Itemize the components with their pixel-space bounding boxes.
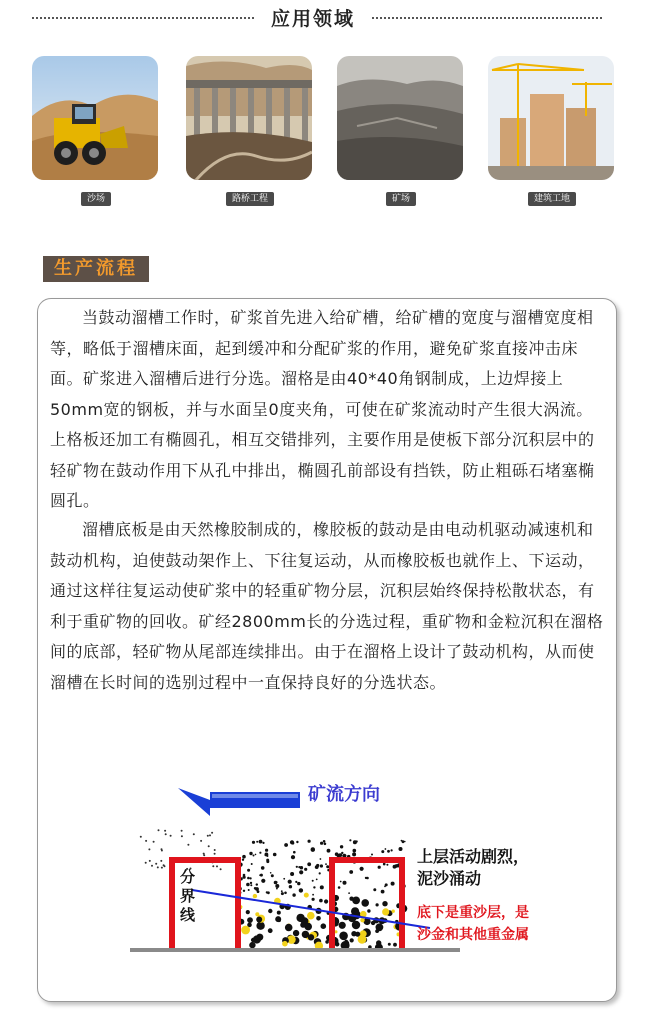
lower-layer-label-1: 底下是重沙层，是	[417, 905, 529, 921]
sediment-particle	[384, 886, 386, 888]
sediment-particle	[211, 832, 213, 834]
app-card-bridge[interactable]	[186, 56, 314, 206]
sediment-particle	[161, 848, 163, 850]
sediment-particle	[320, 864, 323, 867]
sediment-particle	[320, 858, 322, 860]
sediment-particle	[296, 841, 298, 843]
sediment-particle	[151, 865, 153, 867]
sediment-particle	[241, 926, 250, 935]
sediment-particle	[254, 887, 257, 890]
sediment-particle	[268, 909, 272, 913]
production-process-label	[43, 256, 149, 282]
sediment-particle	[358, 935, 367, 944]
sediment-particle	[382, 901, 387, 906]
upper-layer-label-2: 泥沙涌动	[417, 869, 482, 888]
production-process-title: 生产流程	[54, 258, 138, 279]
sediment-particle	[261, 879, 265, 883]
sediment-particle	[300, 922, 306, 928]
sediment-particle	[393, 943, 397, 947]
sediment-particle	[256, 841, 258, 843]
sediment-particle	[304, 893, 309, 898]
sediment-particle	[349, 897, 353, 901]
sediment-particle	[284, 892, 287, 895]
sediment-particle	[270, 872, 272, 874]
sediment-particle	[360, 918, 364, 922]
sediment-particle	[212, 865, 214, 867]
sediment-particle	[181, 830, 183, 832]
sediment-particle	[243, 876, 246, 879]
sediment-particle	[376, 923, 384, 931]
section-header	[0, 0, 656, 36]
sediment-particle	[259, 840, 263, 844]
sediment-particle	[266, 859, 269, 862]
sediment-particle	[281, 892, 284, 895]
sediment-particle	[320, 885, 324, 889]
sediment-particle	[381, 890, 385, 894]
sediment-particle	[214, 849, 216, 851]
section-title: 应用领域	[270, 8, 355, 30]
sediment-particle	[153, 841, 155, 843]
sediment-particle	[378, 866, 381, 869]
sediment-particle	[402, 840, 405, 843]
sediment-particle	[327, 849, 331, 853]
sediment-particle	[247, 869, 250, 872]
app-label-quarry: 矿场	[386, 192, 416, 206]
sediment-particle	[350, 938, 354, 942]
sediment-particle	[273, 853, 277, 857]
sediment-particle	[208, 845, 210, 847]
sediment-particle	[164, 830, 166, 832]
sediment-particle	[319, 899, 323, 903]
sediment-particle	[295, 881, 297, 883]
sediment-particle	[145, 840, 147, 842]
sediment-particle	[348, 892, 350, 894]
paragraph-rubber-floor: 溜槽底板是由天然橡胶制成的，橡胶板的鼓动是由电动机驱动减速机和鼓动机构，迫使鼓动架作上、下往复运动，从而橡胶板也就作上、下运动，通过这样往复运动使矿浆中的轻重矿物分层，沉积层始终保持松散状态，有利于重矿物的回收。矿经2800mm长的分选过程，重矿物和金粒沉积在溜格间的底部，轻矿物从尾部连续排出。由于在溜格上设计了鼓动机构，从而使溜槽在长时间的选别过程中一直保持良好的分选状态。	[50, 520, 604, 692]
sediment-particle	[207, 835, 209, 837]
app-card-quarry[interactable]	[337, 56, 465, 206]
sediment-particle	[148, 848, 150, 850]
sediment-particle	[300, 866, 303, 869]
sediment-particle	[371, 854, 373, 856]
sediment-particle	[340, 845, 343, 848]
sediment-particle	[262, 842, 264, 844]
sediment-particle	[308, 840, 311, 843]
sediment-particle	[260, 874, 263, 877]
sediment-particle	[140, 836, 142, 838]
sediment-particle	[289, 885, 292, 888]
sediment-particle	[356, 911, 359, 914]
sediment-particle	[281, 890, 283, 892]
sediment-particle	[145, 862, 147, 864]
sediment-particle	[339, 922, 346, 929]
sediment-particle	[373, 888, 376, 891]
quarry-mine-photo	[337, 56, 463, 180]
bridge-construction-photo	[186, 56, 312, 180]
sediment-particle	[158, 829, 160, 831]
sediment-particle	[338, 886, 341, 889]
sediment-particle	[288, 880, 292, 884]
sediment-particle	[285, 924, 293, 932]
app-card-construction[interactable]	[488, 56, 616, 206]
sediment-particle	[296, 866, 298, 868]
construction-site-crane-photo	[488, 56, 614, 180]
sediment-particle	[391, 849, 393, 851]
sediment-particle	[267, 891, 270, 894]
sediment-particle	[321, 923, 327, 929]
sediment-particle	[200, 840, 202, 842]
sediment-particle	[250, 882, 252, 884]
sediment-particle	[393, 865, 397, 869]
sediment-particle	[271, 874, 274, 877]
sediment-particle	[343, 881, 347, 885]
sediment-particle	[242, 855, 246, 859]
sediment-particle	[383, 863, 386, 866]
sediment-particle	[291, 855, 295, 859]
sediment-particle	[312, 880, 314, 882]
sediment-particle	[193, 833, 195, 835]
app-label-bridge: 路桥工程	[226, 192, 274, 206]
app-label-sand: 沙场	[81, 192, 111, 206]
sediment-particle	[293, 851, 296, 854]
sediment-particle	[388, 943, 391, 946]
sediment-particle	[275, 916, 281, 922]
sediment-particle	[249, 852, 252, 855]
sediment-particle	[367, 909, 370, 912]
sediment-particle	[187, 844, 189, 846]
sediment-particle	[268, 928, 273, 933]
sediment-particle	[164, 865, 166, 867]
sediment-particle	[311, 847, 315, 851]
sediment-particle	[209, 834, 211, 836]
sediment-particle	[319, 872, 321, 874]
sediment-particle	[385, 848, 387, 850]
sediment-particle	[265, 854, 267, 856]
sediment-particle	[307, 862, 311, 866]
sediment-particle	[387, 850, 390, 853]
sediment-particle	[344, 940, 348, 944]
sediment-particle	[316, 916, 321, 921]
sediment-particle	[293, 930, 299, 936]
sediment-particle	[246, 883, 250, 887]
sediment-particle	[265, 849, 268, 852]
header-divider-left	[32, 17, 254, 19]
sediment-particle	[382, 908, 389, 915]
sediment-particle	[283, 878, 285, 880]
sediment-particle	[349, 870, 353, 874]
sediment-particle	[340, 881, 342, 883]
sediment-particle	[256, 917, 262, 923]
diagram-graphics	[100, 780, 570, 980]
sediment-particle	[381, 850, 384, 853]
sluice-floor	[130, 948, 460, 952]
sediment-particle	[275, 884, 279, 888]
sediment-particle	[353, 849, 357, 853]
sediment-particle	[315, 865, 319, 869]
application-gallery	[0, 56, 656, 216]
header-divider-right	[372, 17, 602, 19]
sluice-layer-diagram	[100, 780, 570, 980]
sediment-particle	[149, 860, 151, 862]
app-card-sand[interactable]	[32, 56, 160, 206]
sediment-particle	[376, 940, 381, 945]
sediment-particle	[365, 877, 367, 879]
sediment-particle	[320, 842, 323, 845]
wheel-loader-sand-photo	[32, 56, 158, 180]
sediment-particle	[247, 917, 253, 923]
sediment-particle	[313, 886, 315, 888]
sediment-particle	[160, 860, 162, 862]
sediment-particle	[299, 888, 303, 892]
lower-layer-label-2: 沙金和其他重金属	[417, 927, 529, 943]
sediment-particle	[324, 843, 327, 846]
sediment-particle	[251, 863, 253, 865]
sediment-particle	[399, 847, 403, 851]
sediment-particle	[339, 932, 348, 941]
sediment-particle	[276, 881, 278, 883]
sediment-particle	[155, 863, 157, 865]
sediment-particle	[299, 870, 303, 874]
sediment-particle	[243, 890, 245, 892]
sediment-particle	[292, 893, 295, 896]
sediment-particle	[170, 835, 172, 837]
sediment-particle	[256, 883, 258, 885]
sediment-particle	[250, 877, 252, 879]
sediment-particle	[290, 872, 294, 876]
sediment-particle	[203, 853, 205, 855]
sediment-particle	[308, 934, 314, 940]
sediment-particle	[181, 835, 183, 837]
sediment-particle	[323, 840, 326, 843]
sediment-particle	[157, 866, 159, 868]
sediment-particle	[242, 859, 244, 861]
sediment-particle	[361, 899, 369, 907]
sediment-particle	[161, 867, 163, 869]
sediment-particle	[324, 899, 328, 903]
upper-layer-label-1: 上层活动剧烈，	[417, 847, 530, 866]
flow-direction-label: 矿流方向	[308, 784, 380, 805]
sediment-particle	[312, 898, 315, 901]
sediment-particle	[253, 935, 261, 943]
sediment-particle	[352, 852, 356, 856]
sediment-particle	[371, 921, 375, 925]
sediment-particle	[253, 894, 257, 898]
sediment-particle	[284, 843, 288, 847]
sediment-particle	[259, 852, 261, 854]
sediment-particle	[391, 882, 395, 886]
sediment-particle	[316, 879, 318, 881]
sediment-particle	[248, 889, 250, 891]
sediment-particle	[349, 839, 351, 841]
sediment-particle	[296, 914, 304, 922]
sediment-particle	[360, 867, 364, 871]
sediment-particle	[246, 910, 250, 914]
sediment-particle	[304, 868, 307, 871]
sediment-particle	[247, 877, 250, 880]
sediment-particle	[261, 866, 265, 870]
app-label-construction: 建筑工地	[528, 192, 576, 206]
sediment-particle	[220, 868, 222, 870]
sediment-particle	[250, 884, 252, 886]
sediment-particle	[386, 864, 388, 866]
paragraph-feeding: 当鼓动溜槽工作时，矿浆首先进入给矿槽，给矿槽的宽度与溜槽宽度相等，略低于溜槽床面，起到缓冲和分配矿浆的作用，避免矿浆直接冲击床面。矿浆进入溜槽后进行分选。溜格是由40*40角钢制成，上边焊接上50mm宽的钢板，并与水面呈0度夹角，可使在矿浆流动时产生很大涡流。上格板还加工有椭圆孔，相互交错排列，主要作用是使板下部分沉积层中的轻矿物在鼓动作用下从孔中排出，椭圆孔前部设有挡铁，防止粗砾石堵塞椭圆孔。	[50, 308, 595, 510]
sediment-particle	[277, 911, 281, 915]
flow-direction-arrow-icon	[178, 788, 300, 816]
sediment-particle	[297, 882, 300, 885]
boundary-label	[180, 868, 198, 925]
sediment-particle	[325, 940, 329, 944]
sediment-particle	[255, 854, 257, 856]
sediment-particle	[282, 941, 288, 947]
sediment-particle	[165, 833, 167, 835]
sediment-particle	[353, 840, 357, 844]
sediment-particle	[216, 865, 218, 867]
sediment-particle	[312, 894, 314, 896]
sediment-particle	[291, 842, 294, 845]
sediment-particle	[392, 910, 395, 913]
sediment-particle	[325, 863, 327, 865]
sediment-particle	[307, 912, 315, 920]
sediment-particle	[338, 853, 342, 857]
boundary-line	[192, 890, 430, 928]
sediment-particle	[252, 841, 255, 844]
boundary-label-text: 分界线	[180, 868, 196, 924]
sediment-particle	[255, 912, 259, 916]
sediment-particle	[214, 853, 216, 855]
sediment-particle	[376, 903, 379, 906]
sediment-particle	[253, 855, 255, 857]
